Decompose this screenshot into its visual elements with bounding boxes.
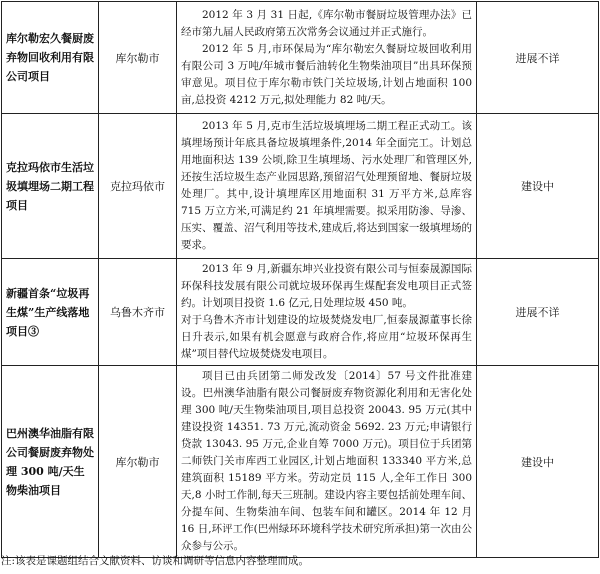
description-paragraph: 2013 年 5 月,克市生活垃圾填埋场二期工程正式动工。该填埋场预计年底具备垃圾填埋条件,2014 年全面完工。计划总用地面积达 139 公顷,除卫生填埋场、污水处理厂和管理区外,还按生活垃圾生态产业园思路,预留沼气处理预留地、餐厨垃圾处理厂。其中,设计填埋库区用地面积 31 万平方米,总库容 715 万立方米,可满足约 21 年填埋需要。拟采用防渗、导渗、压实、覆盖、沼气利用等技术,建成后,将达到国家一级填埋场的要求。 [181,120,472,251]
project-name-cell: 克拉玛依市生活垃圾填埋场二期工程项目 [2,114,99,259]
status-cell: 建设中 [477,114,599,259]
project-name-cell: 库尔勒宏久餐厨废弃物回收利用有限公司项目 [2,2,99,114]
city-cell: 库尔勒市 [99,2,177,114]
table-row [2,114,599,259]
description-cell [177,114,477,259]
table-row [2,259,599,366]
status-cell: 建设中 [477,366,599,558]
description-cell [177,2,477,114]
description-paragraph: 项目已由兵团第二师发改发〔2014〕57 号文件批准建设。巴州澳华油脂有限公司餐厨废弃物资源化利用和无害化处理 300 吨/天生物柴油项目,项目总投资 20043. 95 万元(其中建设投资 14351. 73 万元,流动资金 5692. 23 万元;申请银行贷款 13043. 95 万元,企业自筹 7000 万元)。项目位于兵团第二师铁门关市库西工业园区,计划占地面积 133340 平方米,总建筑面积 15189 平方米。劳动定员 115 人,全年工作日 300 天,8 小时工作制,每天三班制。建设内容主要包括前处理车间、分提车间、生物柴油车间、包装车间和罐区。2014 年 12 月 16 日,环评工作(巴州绿环环境科学技术研究所承担)第一次由公众参与公示。 [181,370,472,552]
project-name-cell: 新疆首条“垃圾再生煤”生产线落地项目③ [2,259,99,366]
description-paragraph: 2012 年 5 月,市环保局为“库尔勒宏久餐厨垃圾回收利用有限公司 3 万吨/年城市餐后油转化生物柴油项目”出具环保预审意见。项目位于库尔勒市铁门关垃圾场,计划占地面积 100 亩,总投资 4212 万元,拟处理能力 82 吨/天。 [181,42,472,106]
status-cell: 进展不详 [477,2,599,114]
city-cell: 乌鲁木齐市 [99,259,177,366]
description-paragraph: 2012 年 3 月 31 日起,《库尔勒市餐厨垃圾管理办法》已经市第九届人民政府第五次常务会议通过并正式施行。 [181,8,472,38]
status-cell: 进展不详 [477,259,599,366]
project-table [1,1,599,558]
description-paragraph: 对于乌鲁木齐市计划建设的垃圾焚烧发电厂,恒泰晟源董事长徐日升表示,如果有机会愿意与政府合作,将应用“垃圾环保再生煤”项目替代垃圾焚烧发电项目。 [181,314,472,360]
city-cell: 库尔勒市 [99,366,177,558]
table-note: 注:该表是课题组结合文献资料、访谈和调研等信息内容整理而成。 [1,555,310,567]
description-cell [177,366,477,558]
table-row [2,366,599,558]
description-paragraph: 2013 年 9 月,新疆东坤兴业投资有限公司与恒泰晟源国际环保科技发展有限公司就垃圾环保再生煤配套发电项目正式签约。计划项目投资 1.6 亿元,日处理垃圾 450 吨。 [181,263,472,309]
city-cell: 克拉玛依市 [99,114,177,259]
project-name-cell: 巴州澳华油脂有限公司餐厨废弃物处理 300 吨/天生物柴油项目 [2,366,99,558]
table-row [2,2,599,114]
description-cell [177,259,477,366]
